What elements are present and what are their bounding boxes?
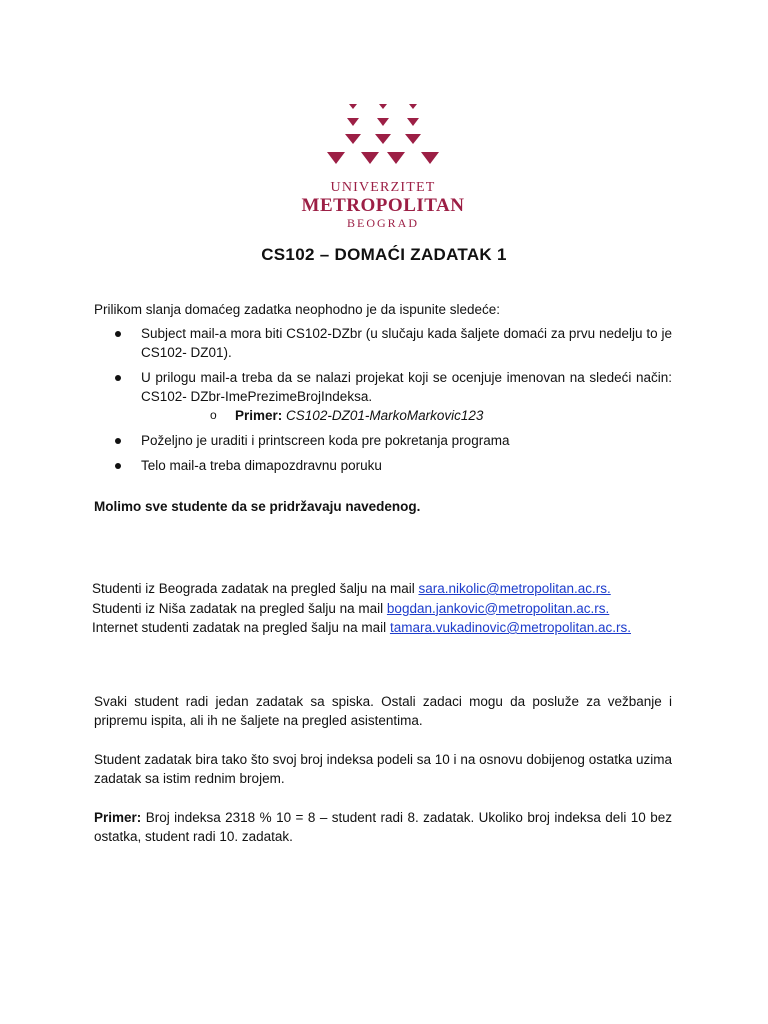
contact-text: Studenti iz Beograda zadatak na pregled šalju na mail: [92, 581, 419, 596]
bullet-icon: [115, 438, 121, 444]
contacts-block: [92, 579, 676, 638]
list-item: [94, 431, 672, 450]
list-item-text: Poželjno je uraditi i printscreen koda pre pokretanja programa: [141, 433, 510, 448]
email-link-beograd[interactable]: sara.nikolic@metropolitan.ac.rs.: [418, 581, 611, 596]
list-item: [94, 324, 672, 362]
contact-text: Studenti iz Niša zadatak na pregled šalju na mail: [92, 600, 387, 616]
email-link-nis[interactable]: bogdan.jankovic@metropolitan.ac.rs.: [386, 600, 610, 616]
list-item: [94, 456, 672, 475]
bullet-icon: [115, 463, 121, 469]
list-item-text: U prilogu mail-a treba da se nalazi projekat koji se ocenjuje imenovan na sledeći način: CS102- DZbr-ImePrezimeBrojIndeksa.: [141, 370, 672, 404]
logo-text-metropolitan: METROPOLITAN: [301, 195, 465, 216]
contact-row-beograd: [92, 579, 676, 599]
sub-list-item: [141, 406, 672, 425]
requirements-list: [94, 324, 672, 481]
logo-text-univerzitet: UNIVERZITET: [330, 180, 436, 195]
note-text: Molimo sve studente da se pridržavaju navedenog.: [94, 499, 421, 514]
bullet-icon: [115, 331, 121, 337]
paragraph-example: [94, 808, 672, 846]
university-logo: [290, 98, 476, 230]
sub-item-label: Primer:: [235, 408, 283, 423]
bullet-icon: [115, 375, 121, 381]
sub-item-value: CS102-DZ01-MarkoMarkovic123: [286, 408, 484, 423]
list-item: [94, 368, 672, 425]
intro-text: Prilikom slanja domaćeg zadatka neophodno je da ispunite sledeće:: [94, 302, 501, 317]
chevron-emblem-icon: [323, 98, 443, 178]
document-title: CS102 – DOMAĆI ZADATAK 1: [261, 245, 507, 264]
contact-row-nis: [92, 599, 676, 619]
example-label: Primer:: [94, 810, 142, 825]
logo-text-beograd: BEOGRAD: [346, 216, 419, 230]
list-item-text: Telo mail-a treba dimapozdravnu poruku: [141, 458, 382, 473]
circle-bullet-icon: o: [210, 408, 217, 422]
example-text: Broj indeksa 2318 % 10 = 8 – student radi 8. zadatak. Ukoliko broj indeksa deli 10 bez ostatka, student radi 10. zadatak.: [94, 810, 672, 844]
paragraph-selection: Student zadatak bira tako što svoj broj indeksa podeli sa 10 i na osnovu dobijenog ostatka uzima zadatak sa istim rednim brojem.: [94, 752, 672, 786]
list-item-text: Subject mail-a mora biti CS102-DZbr (u slučaju kada šaljete domaći za prvu nedelju to je CS102- DZ01).: [141, 326, 672, 360]
email-link-internet[interactable]: tamara.vukadinovic@metropolitan.ac.rs.: [389, 620, 631, 635]
contact-row-internet: [92, 618, 676, 638]
paragraph-tasks: Svaki student radi jedan zadatak sa spiska. Ostali zadaci mogu da posluže za vežbanje i pripremu ispita, ali ih ne šaljete na pregled asistentima.: [94, 694, 672, 728]
contact-text: Internet studenti zadatak na pregled šalju na mail: [92, 620, 390, 635]
